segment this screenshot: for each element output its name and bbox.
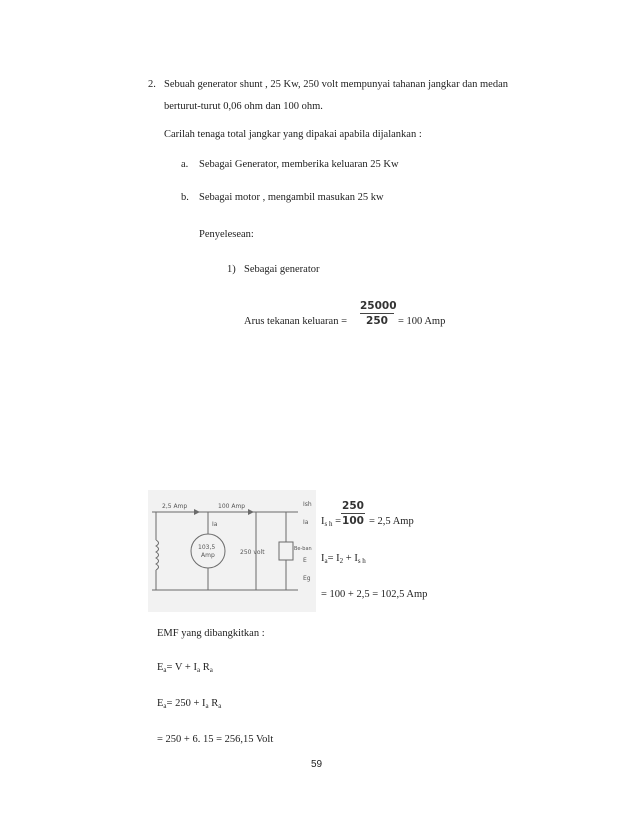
option-a-marker: a.: [181, 159, 189, 170]
ish-numerator: 250: [342, 500, 364, 512]
eq1-mid: = V + I: [166, 662, 197, 673]
step1-marker: 1): [227, 264, 236, 275]
circuit-side-label-eg: Eg: [303, 575, 311, 582]
eq1-sub-a3: a: [209, 666, 213, 674]
ish-expression: [321, 516, 341, 528]
ia-symbol: I: [321, 553, 325, 564]
option-b-text: Sebagai motor , mengambil masukan 25 kw: [199, 192, 384, 203]
ish-fraction: [341, 500, 365, 527]
emf-equation-3: = 250 + 6. 15 = 256,15 Volt: [157, 734, 274, 745]
option-b-marker: b.: [181, 192, 189, 203]
circuit-side-label-e: E: [303, 557, 307, 564]
circuit-label-ia: Ia: [212, 521, 218, 528]
ish-result: = 2,5 Amp: [369, 516, 414, 527]
ia-subscript-sh: s h: [357, 557, 366, 565]
fraction-bar: [360, 313, 394, 314]
eq2-mid: = 250 + I: [166, 698, 206, 709]
current-denominator: 250: [366, 315, 388, 327]
circuit-label-top-current: 100 Amp: [218, 503, 246, 510]
emf-equation-1: [157, 662, 213, 674]
eq2-sub-a: a: [163, 702, 167, 710]
fraction-bar: [341, 513, 365, 514]
eq1-sub-a: a: [163, 666, 167, 674]
emf-title: EMF yang dibangkitkan :: [157, 628, 265, 639]
page-number: 59: [311, 759, 323, 770]
circuit-meter-unit: Amp: [201, 552, 215, 559]
eq2-sub-a2: a: [205, 702, 209, 710]
ia-plus: + I: [343, 553, 358, 564]
problem-question: Carilah tenaga total jangkar yang dipakai apabila dijalankan :: [164, 129, 422, 140]
eq1-sub-a2: a: [196, 666, 201, 674]
problem-line-1: Sebuah generator shunt , 25 Kw, 250 volt mempunyai tahanan jangkar dan medan: [164, 79, 508, 90]
ish-equals: =: [335, 516, 342, 527]
circuit-label-left-current: 2,5 Amp: [162, 503, 188, 510]
circuit-side-label-ia: Ia: [303, 519, 309, 526]
problem-line-2: berturut-turut 0,06 ohm dan 100 ohm.: [164, 101, 323, 112]
ish-symbol: I: [321, 516, 325, 527]
problem-number: 2.: [148, 79, 156, 90]
ia-expression: [321, 553, 366, 565]
eq2-r: R: [208, 698, 219, 709]
shunt-generator-circuit-diagram: [148, 490, 316, 612]
current-numerator: 25000: [360, 300, 397, 312]
emf-equation-2: [157, 698, 221, 710]
circuit-meter-value: 103,5: [198, 544, 216, 551]
ia-equals: = I: [327, 553, 340, 564]
ia-subscript: a: [324, 557, 328, 565]
current-label: Arus tekanan keluaran =: [244, 316, 348, 327]
circuit-load-label: Be-ban: [294, 546, 312, 552]
solution-heading: Penyelesean:: [199, 229, 254, 240]
circuit-voltage-label: 250 volt: [240, 549, 265, 556]
step1-label: Sebagai generator: [244, 264, 320, 275]
current-result: = 100 Amp: [398, 316, 446, 327]
ish-denominator: 100: [342, 515, 364, 527]
eq2-sub-a3: a: [218, 702, 222, 710]
eq1-r: R: [200, 662, 210, 673]
option-a-text: Sebagai Generator, memberika keluaran 25 Kw: [199, 159, 399, 170]
eq2-e: E: [157, 698, 164, 709]
eq1-e: E: [157, 662, 164, 673]
current-fraction: [360, 300, 397, 327]
ia-result: = 100 + 2,5 = 102,5 Amp: [321, 589, 428, 600]
ish-subscript: s h: [324, 520, 333, 528]
ia-subscript-2: 2: [339, 557, 344, 565]
circuit-side-label-ish: Ish: [303, 501, 312, 508]
